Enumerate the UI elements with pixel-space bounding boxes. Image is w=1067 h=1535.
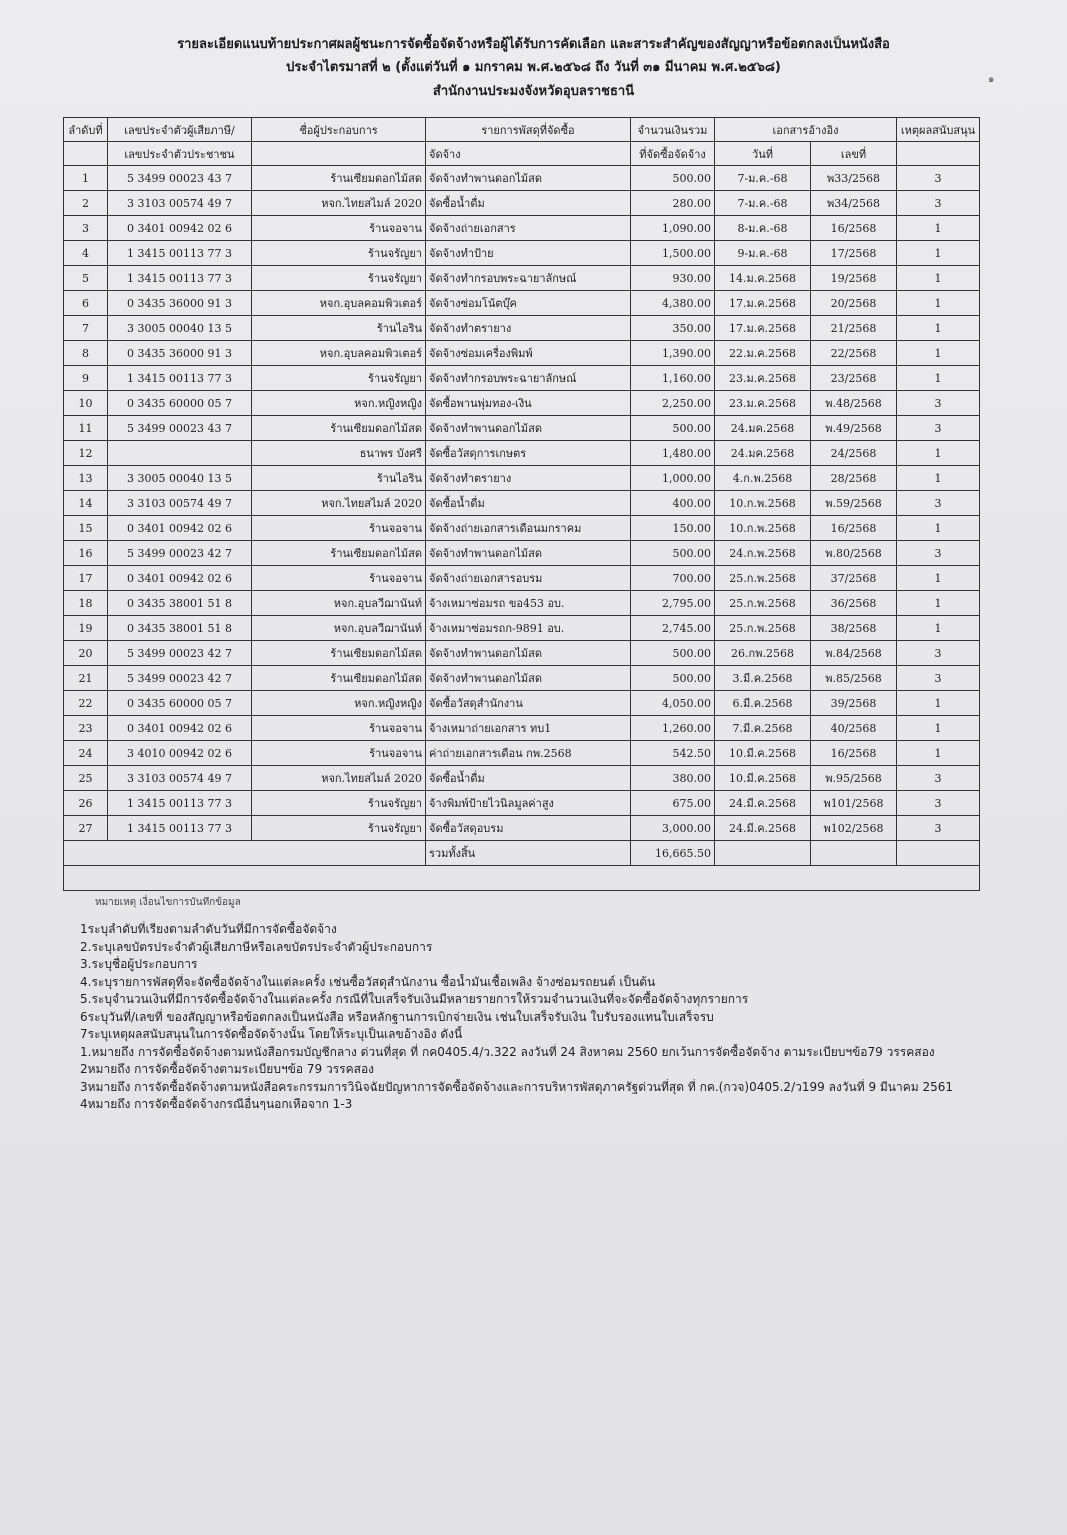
- table-row: [64, 741, 980, 766]
- table-row: [64, 691, 980, 716]
- amount-cell: 675.00: [631, 791, 715, 816]
- reference-date-cell: 24.มี.ค.2568: [715, 816, 811, 841]
- total-empty-reason: [897, 841, 980, 866]
- tax-id-cell: 5 3499 00023 42 7: [108, 666, 252, 691]
- tax-id-cell: 1 3415 00113 77 3: [108, 366, 252, 391]
- vendor-name-cell: หจก.อุบลวีฌานันท์: [252, 616, 426, 641]
- reason-code-cell: 1: [897, 516, 980, 541]
- vendor-name-cell: ร้านเซียมดอกไม้สด: [252, 541, 426, 566]
- note-item: 4หมายถึง การจัดซื้อจัดจ้างกรณีอื่นๆนอกเหือจาก 1-3: [80, 1097, 353, 1111]
- reference-date-cell: 10.มี.ค.2568: [715, 766, 811, 791]
- reference-number-cell: พ.59/2568: [811, 491, 897, 516]
- table-row: [64, 266, 980, 291]
- vendor-name-cell: ร้านเซียมดอกไม้สด: [252, 666, 426, 691]
- reference-number-cell: 17/2568: [811, 241, 897, 266]
- row-number-cell: 7: [64, 316, 108, 341]
- total-row: [64, 841, 980, 866]
- reference-number-cell: 16/2568: [811, 216, 897, 241]
- vendor-name-cell: ร้านจรัญยา: [252, 241, 426, 266]
- reason-code-cell: 1: [897, 316, 980, 341]
- reference-number-cell: พ101/2568: [811, 791, 897, 816]
- note-item: 2หมายถึง การจัดซื้อจัดจ้างตามระเบียบฯข้อ 79 วรรคสอง: [80, 1062, 375, 1076]
- reference-number-cell: พ33/2568: [811, 166, 897, 191]
- tax-id-cell: 0 3401 00942 02 6: [108, 716, 252, 741]
- item-description-cell: จัดจ้างทำกรอบพระฉายาลักษณ์: [426, 266, 631, 291]
- col-subheader-no: [64, 142, 108, 166]
- document-period: ประจำไตรมาสที่ ๒ (ตั้งแต่วันที่ ๑ มกราคม พ.ศ.๒๕๖๘ ถึง วันที่ ๓๑ มีนาคม พ.ศ.๒๕๖๘): [286, 60, 781, 75]
- reference-date-cell: 24.ก.พ.2568: [715, 541, 811, 566]
- reason-code-cell: 1: [897, 741, 980, 766]
- item-description-cell: จัดจ้างถ่ายเอกสาร: [426, 216, 631, 241]
- row-number-cell: 17: [64, 566, 108, 591]
- reference-number-cell: 38/2568: [811, 616, 897, 641]
- page-number-mark: ๑: [988, 74, 995, 85]
- row-number-cell: 16: [64, 541, 108, 566]
- tax-id-cell: 1 3415 00113 77 3: [108, 816, 252, 841]
- reference-number-cell: 16/2568: [811, 741, 897, 766]
- tax-id-cell: 1 3415 00113 77 3: [108, 791, 252, 816]
- total-label: รวมทั้งสิ้น: [426, 841, 631, 866]
- reference-number-cell: 16/2568: [811, 516, 897, 541]
- amount-cell: 1,500.00: [631, 241, 715, 266]
- tax-id-cell: 0 3435 36000 91 3: [108, 291, 252, 316]
- item-description-cell: จัดจ้างทำพานดอกไม้สด: [426, 166, 631, 191]
- tax-id-cell: 5 3499 00023 43 7: [108, 166, 252, 191]
- header-row-2: [64, 142, 980, 166]
- reference-date-cell: 3.มี.ค.2568: [715, 666, 811, 691]
- tax-id-cell: 1 3415 00113 77 3: [108, 241, 252, 266]
- item-description-cell: จัดจ้างทำตรายาง: [426, 316, 631, 341]
- amount-cell: 1,090.00: [631, 216, 715, 241]
- row-number-cell: 23: [64, 716, 108, 741]
- reference-date-cell: 8-ม.ค.-68: [715, 216, 811, 241]
- col-header-reference: เอกสารอ้างอิง: [715, 118, 897, 142]
- amount-cell: 700.00: [631, 566, 715, 591]
- item-description-cell: จ้างเหมาซ่อมรถ ขอ453 อบ.: [426, 591, 631, 616]
- reference-number-cell: 22/2568: [811, 341, 897, 366]
- tax-id-cell: 3 3005 00040 13 5: [108, 316, 252, 341]
- reference-number-cell: พ34/2568: [811, 191, 897, 216]
- remark-label: หมายเหตุ เงื่อนไขการบันทึกข้อมูล: [95, 897, 241, 908]
- item-description-cell: จัดจ้างทำป้าย: [426, 241, 631, 266]
- item-description-cell: จัดจ้างทำพานดอกไม้สด: [426, 666, 631, 691]
- item-description-cell: จ้างพิมพ์ป้ายไวนิลมูลค่าสูง: [426, 791, 631, 816]
- reference-date-cell: 9-ม.ค.-68: [715, 241, 811, 266]
- tax-id-cell: 3 3005 00040 13 5: [108, 466, 252, 491]
- item-description-cell: จัดซื้อน้ำดื่ม: [426, 766, 631, 791]
- row-number-cell: 25: [64, 766, 108, 791]
- reason-code-cell: 3: [897, 416, 980, 441]
- table-row: [64, 816, 980, 841]
- reference-date-cell: 14.ม.ค.2568: [715, 266, 811, 291]
- col-subheader-hire: จัดจ้าง: [426, 142, 631, 166]
- vendor-name-cell: ร้านจอจาน: [252, 566, 426, 591]
- row-number-cell: 14: [64, 491, 108, 516]
- row-number-cell: 15: [64, 516, 108, 541]
- reason-code-cell: 1: [897, 291, 980, 316]
- tax-id-cell: 5 3499 00023 42 7: [108, 641, 252, 666]
- reason-code-cell: 1: [897, 441, 980, 466]
- procurement-table: [63, 117, 980, 891]
- row-number-cell: 26: [64, 791, 108, 816]
- total-empty-doc: [811, 841, 897, 866]
- amount-cell: 4,380.00: [631, 291, 715, 316]
- item-description-cell: จัดจ้างทำพานดอกไม้สด: [426, 416, 631, 441]
- amount-cell: 1,260.00: [631, 716, 715, 741]
- document-office: สำนักงานประมงจังหวัดอุบลราชธานี: [432, 84, 635, 99]
- col-subheader-vendor: [252, 142, 426, 166]
- row-number-cell: 24: [64, 741, 108, 766]
- table-row: [64, 366, 980, 391]
- total-empty-date: [715, 841, 811, 866]
- amount-cell: 4,050.00: [631, 691, 715, 716]
- tax-id-cell: 0 3401 00942 02 6: [108, 566, 252, 591]
- vendor-name-cell: หจก.หญิงหญิง: [252, 391, 426, 416]
- row-number-cell: 5: [64, 266, 108, 291]
- vendor-name-cell: ร้านจอจาน: [252, 516, 426, 541]
- amount-cell: 1,000.00: [631, 466, 715, 491]
- table-row: [64, 466, 980, 491]
- reference-date-cell: 23.ม.ค.2568: [715, 391, 811, 416]
- item-description-cell: จ้างเหมาซ่อมรถก-9891 อบ.: [426, 616, 631, 641]
- item-description-cell: จัดจ้างทำพานดอกไม้สด: [426, 641, 631, 666]
- col-header-taxid: เลขประจำตัวผู้เสียภาษี/: [108, 118, 252, 142]
- reference-date-cell: 17.ม.ค.2568: [715, 291, 811, 316]
- amount-cell: 3,000.00: [631, 816, 715, 841]
- reason-code-cell: 1: [897, 566, 980, 591]
- tax-id-cell: [108, 441, 252, 466]
- amount-cell: 280.00: [631, 191, 715, 216]
- amount-cell: 380.00: [631, 766, 715, 791]
- tax-id-cell: 0 3435 60000 05 7: [108, 391, 252, 416]
- tax-id-cell: 5 3499 00023 43 7: [108, 416, 252, 441]
- vendor-name-cell: หจก.ไทยสไมล์ 2020: [252, 491, 426, 516]
- item-description-cell: จัดจ้างถ่ายเอกสารอบรม: [426, 566, 631, 591]
- vendor-name-cell: ร้านเซียมดอกไม้สด: [252, 166, 426, 191]
- row-number-cell: 8: [64, 341, 108, 366]
- row-number-cell: 20: [64, 641, 108, 666]
- tax-id-cell: 3 4010 00942 02 6: [108, 741, 252, 766]
- blank-row: [64, 866, 980, 891]
- table-row: [64, 616, 980, 641]
- note-item: 3.ระบุชื่อผู้ประกอบการ: [80, 957, 198, 971]
- reference-date-cell: 25.ก.พ.2568: [715, 566, 811, 591]
- reason-code-cell: 1: [897, 691, 980, 716]
- reference-number-cell: พ.84/2568: [811, 641, 897, 666]
- table-row: [64, 166, 980, 191]
- tax-id-cell: 3 3103 00574 49 7: [108, 191, 252, 216]
- col-subheader-reason: [897, 142, 980, 166]
- reason-code-cell: 3: [897, 491, 980, 516]
- reason-code-cell: 1: [897, 466, 980, 491]
- row-number-cell: 9: [64, 366, 108, 391]
- amount-cell: 500.00: [631, 541, 715, 566]
- table-row: [64, 516, 980, 541]
- vendor-name-cell: หจก.หญิงหญิง: [252, 691, 426, 716]
- reference-number-cell: พ.49/2568: [811, 416, 897, 441]
- col-header-reason: เหตุผลสนับสนุน: [897, 118, 980, 142]
- total-spacer: [64, 841, 426, 866]
- blank-cell: [64, 866, 980, 891]
- table-body: [64, 166, 980, 841]
- table-row: [64, 316, 980, 341]
- row-number-cell: 2: [64, 191, 108, 216]
- vendor-name-cell: หจก.ไทยสไมล์ 2020: [252, 766, 426, 791]
- row-number-cell: 21: [64, 666, 108, 691]
- reference-number-cell: 36/2568: [811, 591, 897, 616]
- row-number-cell: 4: [64, 241, 108, 266]
- vendor-name-cell: ร้านจอจาน: [252, 741, 426, 766]
- reference-date-cell: 25.ก.พ.2568: [715, 616, 811, 641]
- reference-date-cell: 23.ม.ค.2568: [715, 366, 811, 391]
- col-header-vendor: ชื่อผู้ประกอบการ: [252, 118, 426, 142]
- reference-number-cell: 37/2568: [811, 566, 897, 591]
- vendor-name-cell: ร้านเซียมดอกไม้สด: [252, 641, 426, 666]
- item-description-cell: จ้างเหมาถ่ายเอกสาร ทบ1: [426, 716, 631, 741]
- table-row: [64, 566, 980, 591]
- table-row: [64, 416, 980, 441]
- total-amount: 16,665.50: [631, 841, 715, 866]
- reference-number-cell: 24/2568: [811, 441, 897, 466]
- col-header-no: ลำดับที่: [64, 118, 108, 142]
- table-row: [64, 341, 980, 366]
- reason-code-cell: 1: [897, 341, 980, 366]
- col-header-amount: จำนวนเงินรวม: [631, 118, 715, 142]
- reference-date-cell: 24.มค.2568: [715, 441, 811, 466]
- reference-date-cell: 7-ม.ค.-68: [715, 191, 811, 216]
- reference-number-cell: 28/2568: [811, 466, 897, 491]
- row-number-cell: 27: [64, 816, 108, 841]
- reference-date-cell: 10.ก.พ.2568: [715, 491, 811, 516]
- reason-code-cell: 3: [897, 791, 980, 816]
- reference-number-cell: 23/2568: [811, 366, 897, 391]
- reference-date-cell: 24.มี.ค.2568: [715, 791, 811, 816]
- reference-number-cell: พ.48/2568: [811, 391, 897, 416]
- reference-date-cell: 10.ก.พ.2568: [715, 516, 811, 541]
- reason-code-cell: 3: [897, 641, 980, 666]
- table-row: [64, 641, 980, 666]
- amount-cell: 500.00: [631, 166, 715, 191]
- reference-date-cell: 22.ม.ค.2568: [715, 341, 811, 366]
- reference-date-cell: 4.ก.พ.2568: [715, 466, 811, 491]
- reference-date-cell: 25.ก.พ.2568: [715, 591, 811, 616]
- note-item: 5.ระบุจำนวนเงินที่มีการจัดซื้อจัดจ้างในแต่ละครั้ง กรณีที่ใบเสร็จรับเงินมีหลายรายการให้รวมจำนวนเงินที่จะจัดซื้อจัดจ้างทุกรายการ: [80, 992, 749, 1006]
- reference-number-cell: 40/2568: [811, 716, 897, 741]
- table-row: [64, 491, 980, 516]
- reference-date-cell: 17.ม.ค.2568: [715, 316, 811, 341]
- reference-number-cell: 39/2568: [811, 691, 897, 716]
- amount-cell: 2,250.00: [631, 391, 715, 416]
- tax-id-cell: 3 3103 00574 49 7: [108, 766, 252, 791]
- amount-cell: 500.00: [631, 666, 715, 691]
- vendor-name-cell: หจก.อุบลคอมพิวเตอร์: [252, 291, 426, 316]
- tax-id-cell: 5 3499 00023 42 7: [108, 541, 252, 566]
- vendor-name-cell: หจก.อุบลคอมพิวเตอร์: [252, 341, 426, 366]
- col-subheader-docno: เลขที่: [811, 142, 897, 166]
- table-row: [64, 791, 980, 816]
- amount-cell: 930.00: [631, 266, 715, 291]
- amount-cell: 500.00: [631, 416, 715, 441]
- vendor-name-cell: หจก.ไทยสไมล์ 2020: [252, 191, 426, 216]
- note-item: 1ระบุลำดับที่เรียงตามลำดับวันที่มีการจัดซื้อจัดจ้าง: [80, 922, 337, 936]
- tax-id-cell: 0 3435 36000 91 3: [108, 341, 252, 366]
- tax-id-cell: 0 3401 00942 02 6: [108, 216, 252, 241]
- amount-cell: 1,390.00: [631, 341, 715, 366]
- vendor-name-cell: ร้านไอริน: [252, 466, 426, 491]
- item-description-cell: จัดซื้อน้ำดื่ม: [426, 191, 631, 216]
- reference-number-cell: พ.85/2568: [811, 666, 897, 691]
- table-row: [64, 241, 980, 266]
- vendor-name-cell: ร้านเซียมดอกไม้สด: [252, 416, 426, 441]
- item-description-cell: จัดซื้อวัสดุการเกษตร: [426, 441, 631, 466]
- note-item: 1.หมายถึง การจัดซื้อจัดจ้างตามหนังสือกรมบัญชีกลาง ด่วนที่สุด ที่ กค0405.4/ว.322 ลงวันที่ 24 สิงหาคม 2560 ยกเว้นการจัดซื้อจัดจ้าง ตามระเบียบฯข้อ79 วรรคสอง: [80, 1044, 935, 1059]
- amount-cell: 2,745.00: [631, 616, 715, 641]
- note-item: 7ระบุเหตุผลสนับสนุนในการจัดซื้อจัดจ้างนั้น โดยให้ระบุเป็นเลขอ้างอิง ดังนี้: [80, 1027, 463, 1041]
- table-row: [64, 291, 980, 316]
- row-number-cell: 6: [64, 291, 108, 316]
- row-number-cell: 13: [64, 466, 108, 491]
- item-description-cell: จัดจ้างทำพานดอกไม้สด: [426, 541, 631, 566]
- item-description-cell: ค่าถ่ายเอกสารเดือน กพ.2568: [426, 741, 631, 766]
- note-item: 6ระบุวันที่/เลขที่ ของสัญญาหรือข้อตกลงเป็นหนังสือ หรือหลักฐานการเบิกจ่ายเงิน เช่นใบเสร็จรับเงิน ใบรับรองแทนใบเสร็จรบ: [80, 1009, 714, 1024]
- vendor-name-cell: ร้านไอริน: [252, 316, 426, 341]
- reason-code-cell: 1: [897, 266, 980, 291]
- header-row-1: [64, 118, 980, 142]
- reference-date-cell: 7-ม.ค.-68: [715, 166, 811, 191]
- reason-code-cell: 3: [897, 766, 980, 791]
- item-description-cell: จัดซื้อวัสดุอบรม: [426, 816, 631, 841]
- reason-code-cell: 3: [897, 191, 980, 216]
- col-subheader-date: วันที่: [715, 142, 811, 166]
- table-row: [64, 191, 980, 216]
- item-description-cell: จัดจ้างซ่อมโน้ตบุ๊ค: [426, 291, 631, 316]
- vendor-name-cell: ร้านจรัญยา: [252, 266, 426, 291]
- reference-date-cell: 6.มี.ค.2568: [715, 691, 811, 716]
- table-row: [64, 441, 980, 466]
- table-row: [64, 216, 980, 241]
- table-row: [64, 391, 980, 416]
- amount-cell: 2,795.00: [631, 591, 715, 616]
- reference-date-cell: 7.มี.ค.2568: [715, 716, 811, 741]
- row-number-cell: 22: [64, 691, 108, 716]
- table-row: [64, 716, 980, 741]
- amount-cell: 400.00: [631, 491, 715, 516]
- reference-number-cell: 21/2568: [811, 316, 897, 341]
- reason-code-cell: 3: [897, 166, 980, 191]
- table-row: [64, 666, 980, 691]
- reason-code-cell: 3: [897, 541, 980, 566]
- document-title: รายละเอียดแนบท้ายประกาศผลผู้ชนะการจัดซื้อจัดจ้างหรือผู้ได้รับการคัดเลือก และสาระสำคัญของสัญญาหรือข้อตกลงเป็นหนังสือ: [177, 37, 890, 52]
- amount-cell: 542.50: [631, 741, 715, 766]
- reason-code-cell: 1: [897, 366, 980, 391]
- item-description-cell: จัดจ้างซ่อมเครื่องพิมพ์: [426, 341, 631, 366]
- reference-number-cell: พ.80/2568: [811, 541, 897, 566]
- reason-code-cell: 3: [897, 666, 980, 691]
- reason-code-cell: 1: [897, 716, 980, 741]
- item-description-cell: จัดจ้างถ่ายเอกสารเดือนมกราคม: [426, 516, 631, 541]
- reason-code-cell: 3: [897, 391, 980, 416]
- tax-id-cell: 3 3103 00574 49 7: [108, 491, 252, 516]
- amount-cell: 1,160.00: [631, 366, 715, 391]
- vendor-name-cell: ธนาพร บังศรี: [252, 441, 426, 466]
- item-description-cell: จัดจ้างทำตรายาง: [426, 466, 631, 491]
- item-description-cell: จัดซื้อน้ำดื่ม: [426, 491, 631, 516]
- reference-number-cell: พ102/2568: [811, 816, 897, 841]
- reference-date-cell: 24.มค.2568: [715, 416, 811, 441]
- reference-number-cell: พ.95/2568: [811, 766, 897, 791]
- amount-cell: 150.00: [631, 516, 715, 541]
- col-header-item: รายการพัสดุที่จัดซื้อ: [426, 118, 631, 142]
- amount-cell: 1,480.00: [631, 441, 715, 466]
- row-number-cell: 19: [64, 616, 108, 641]
- notes-list: [80, 921, 1040, 1114]
- item-description-cell: จัดจ้างทำกรอบพระฉายาลักษณ์: [426, 366, 631, 391]
- col-subheader-citizenid: เลขประจำตัวประชาชน: [108, 142, 252, 166]
- vendor-name-cell: หจก.อุบลวีฌานันท์: [252, 591, 426, 616]
- tax-id-cell: 0 3401 00942 02 6: [108, 516, 252, 541]
- tax-id-cell: 0 3435 38001 51 8: [108, 616, 252, 641]
- row-number-cell: 1: [64, 166, 108, 191]
- reason-code-cell: 1: [897, 216, 980, 241]
- row-number-cell: 18: [64, 591, 108, 616]
- note-item: 2.ระบุเลขบัตรประจำตัวผู้เสียภาษีหรือเลขบัตรประจำตัวผู้ประกอบการ: [80, 939, 433, 954]
- col-subheader-amount: ที่จัดซื้อจัดจ้าง: [631, 142, 715, 166]
- reason-code-cell: 1: [897, 591, 980, 616]
- reference-number-cell: 19/2568: [811, 266, 897, 291]
- reason-code-cell: 1: [897, 616, 980, 641]
- tax-id-cell: 0 3435 60000 05 7: [108, 691, 252, 716]
- table-row: [64, 591, 980, 616]
- reference-number-cell: 20/2568: [811, 291, 897, 316]
- row-number-cell: 12: [64, 441, 108, 466]
- tax-id-cell: 0 3435 38001 51 8: [108, 591, 252, 616]
- row-number-cell: 3: [64, 216, 108, 241]
- reference-date-cell: 10.มี.ค.2568: [715, 741, 811, 766]
- row-number-cell: 11: [64, 416, 108, 441]
- reference-date-cell: 26.กพ.2568: [715, 641, 811, 666]
- amount-cell: 500.00: [631, 641, 715, 666]
- tax-id-cell: 1 3415 00113 77 3: [108, 266, 252, 291]
- vendor-name-cell: ร้านจอจาน: [252, 216, 426, 241]
- table-row: [64, 541, 980, 566]
- vendor-name-cell: ร้านจรัญยา: [252, 816, 426, 841]
- reason-code-cell: 3: [897, 816, 980, 841]
- row-number-cell: 10: [64, 391, 108, 416]
- vendor-name-cell: ร้านจรัญยา: [252, 791, 426, 816]
- note-item: 4.ระบุรายการพัสดุที่จะจัดซื้อจัดจ้างในแต่ละครั้ง เช่นซื้อวัสดุสำนักงาน ซื้อน้ำมันเชื้อเพลิง จ้างซ่อมรถยนต์ เป็นต้น: [80, 974, 656, 989]
- amount-cell: 350.00: [631, 316, 715, 341]
- reason-code-cell: 1: [897, 241, 980, 266]
- vendor-name-cell: ร้านจอจาน: [252, 716, 426, 741]
- item-description-cell: จัดซื้อวัสดุสำนักงาน: [426, 691, 631, 716]
- item-description-cell: จัดซื้อพานพุ่มทอง-เงิน: [426, 391, 631, 416]
- table-row: [64, 766, 980, 791]
- note-item: 3หมายถึง การจัดซื้อจัดจ้างตามหนังสือคระกรรมการวินิจฉัยปัญหาการจัดซื้อจัดจ้างและการบริหารพัสดุภาครัฐด่วนที่สุด ที่ กค.(กวจ)0405.2/ว199 ลงวันที่ 9 มีนาคม 2561: [80, 1079, 954, 1094]
- vendor-name-cell: ร้านจรัญยา: [252, 366, 426, 391]
